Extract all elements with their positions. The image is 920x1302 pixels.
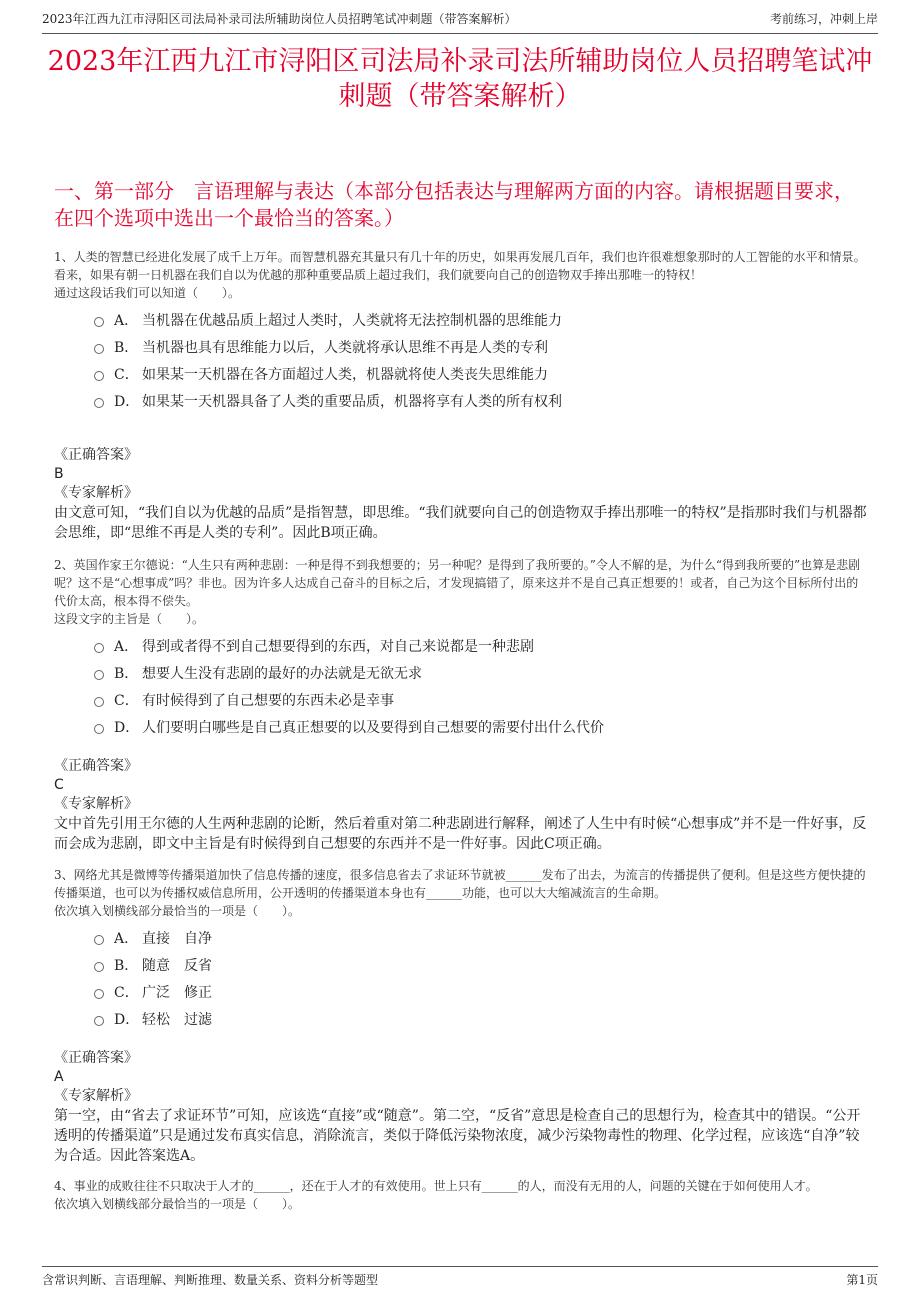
option-text: 当机器在优越品质上超过人类时，人类就将无法控制机器的思维能力: [142, 312, 562, 329]
analysis-text: 第一空，由“省去了求证环节”可知，应该选“直接”或“随意”。第二空，“反省”意思是检查自己的思想行为，检查其中的错误。“公开透明的传播渠道”只是通过发布真实信息，消除流言，类似于降低污染物浓度，减少污染物毒性的物理、化学过程，应该选“自净”较为合适。因此答案选A。: [54, 1108, 861, 1164]
option-text: 有时候得到了自己想要的东西未必是幸事: [142, 692, 394, 709]
question-2: [54, 556, 868, 740]
question-stem: 4、事业的成败往往不只取决于人才的______，还在于人才的有效使用。世上只有______的人，而没有无用的人，问题的关键在于如何使用人才。: [54, 1179, 818, 1193]
analysis-label: 《专家解析》: [54, 485, 138, 501]
option-d[interactable]: [94, 1005, 868, 1032]
radio-icon[interactable]: [94, 935, 104, 945]
radio-icon[interactable]: [94, 724, 104, 734]
radio-icon[interactable]: [94, 398, 104, 408]
option-letter: D．: [114, 719, 140, 736]
page-number: [846, 1271, 878, 1291]
answer-label: 《正确答案》: [54, 447, 138, 463]
answer-value: C: [54, 777, 64, 793]
option-text: 如果某一天机器在各方面超过人类，机器就将使人类丧失思维能力: [142, 366, 548, 383]
question-stem: 2、英国作家王尔德说：“人生只有两种悲剧：一种是得不到我想要的；另一种呢？是得到了我所要的。”令人不解的是，为什么“得到我所要的”也算是悲剧呢？这不是“心想事成”吗？非也。因为许多人达成自己奋斗的目标之后，才发现搞错了，原来这并不是自己真正想要的！或者，自己为这个目标所付出的代价太高，根本得不偿失。: [54, 558, 861, 608]
footer-topics: 含常识判断、言语理解、判断推理、数量关系、资料分析等题型: [42, 1273, 379, 1287]
option-letter: B．: [114, 957, 139, 974]
analysis-label: 《专家解析》: [54, 796, 138, 812]
question-prompt: 这段文字的主旨是（ ）。: [54, 612, 205, 626]
option-letter: A．: [114, 638, 139, 655]
question-stem: 3、网络尤其是微博等传播渠道加快了信息传播的速度，很多信息省去了求证环节就被______发布了出去，为流言的传播提供了便利。但是这些方便快捷的传播渠道，也可以为传播权威信息所用，公开透明的传播渠道本身也有______功能，也可以大大缩减流言的生命期。: [54, 868, 866, 900]
option-text: 如果某一天机器具备了人类的重要品质，机器将享有人类的所有权利: [142, 393, 562, 410]
answer-label: 《正确答案》: [54, 758, 138, 774]
question-1: [54, 248, 868, 414]
radio-icon[interactable]: [94, 989, 104, 999]
radio-icon[interactable]: [94, 317, 104, 327]
answer-label: 《正确答案》: [54, 1050, 138, 1066]
radio-icon[interactable]: [94, 643, 104, 653]
radio-icon[interactable]: [94, 670, 104, 680]
answer-value: B: [54, 466, 64, 482]
page-footer: [42, 1266, 878, 1291]
option-b[interactable]: [94, 659, 868, 686]
option-d[interactable]: [94, 713, 868, 740]
page-header: [42, 11, 878, 34]
page-suffix: 页: [865, 1273, 878, 1287]
option-text: 人们要明白哪些是自己真正想要的以及要得到自己想要的需要付出什么代价: [142, 719, 604, 736]
question-prompt: 通过这段话我们可以知道（ ）。: [54, 286, 241, 300]
option-a[interactable]: [94, 306, 868, 333]
radio-icon[interactable]: [94, 371, 104, 381]
option-c[interactable]: [94, 686, 868, 713]
option-letter: B．: [114, 339, 139, 356]
question-prompt: 依次填入划横线部分最恰当的一项是（ ）。: [54, 1197, 301, 1211]
header-doc-title: 2023年江西九江市浔阳区司法局补录司法所辅助岗位人员招聘笔试冲刺题（带答案解析）: [42, 12, 517, 26]
option-text: 广泛 修正: [142, 984, 212, 1001]
header-slogan: 考前练习，冲刺上岸: [769, 12, 878, 26]
question-prompt: 依次填入划横线部分最恰当的一项是（ ）。: [54, 904, 301, 918]
option-text: 随意 反省: [142, 957, 212, 974]
radio-icon[interactable]: [94, 344, 104, 354]
option-text: 直接 自净: [142, 930, 212, 947]
question-4: [54, 1177, 868, 1213]
option-letter: A．: [114, 312, 139, 329]
option-b[interactable]: [94, 951, 868, 978]
option-letter: C．: [114, 984, 139, 1001]
section-heading: 一、第一部分 言语理解与表达（本部分包括表达与理解两方面的内容。请根据题目要求，在四个选项中选出一个最恰当的答案。）: [54, 179, 854, 230]
options-list: [54, 924, 868, 1032]
options-list: [54, 306, 868, 414]
option-letter: D．: [114, 393, 140, 410]
radio-icon[interactable]: [94, 1016, 104, 1026]
options-list: [54, 632, 868, 740]
document-title: 2023年江西九江市浔阳区司法局补录司法所辅助岗位人员招聘笔试冲刺题（带答案解析）: [47, 46, 873, 112]
page-num: 1: [858, 1273, 866, 1287]
analysis-text: 由文意可知，“我们自以为优越的品质”是指智慧，即思维。“我们就要向自己的创造物双手捧出那唯一的特权”是指那时我们与机器都会思维，即“思维不再是人类的专利”。因此B项正确。: [54, 505, 867, 541]
radio-icon[interactable]: [94, 697, 104, 707]
option-letter: D．: [114, 1011, 140, 1028]
option-a[interactable]: [94, 924, 868, 951]
option-b[interactable]: [94, 333, 868, 360]
radio-icon[interactable]: [94, 962, 104, 972]
option-text: 轻松 过滤: [142, 1011, 212, 1028]
question-3: [54, 866, 868, 1032]
option-a[interactable]: [94, 632, 868, 659]
option-letter: B．: [114, 665, 139, 682]
answer-block-3: [54, 1049, 868, 1166]
option-text: 当机器也具有思维能力以后，人类就将承认思维不再是人类的专利: [142, 339, 548, 356]
option-d[interactable]: [94, 387, 868, 414]
question-stem: 1、人类的智慧已经进化发展了成千上万年。而智慧机器充其量只有几十年的历史，如果再发展几百年，我们也许很难想象那时的人工智能的水平和情景。看来，如果有朝一日机器在我们自以为优越的那种重要品质上超过我们，我们就要向自己的创造物双手捧出那唯一的特权！: [54, 250, 866, 282]
option-text: 想要人生没有悲剧的最好的办法就是无欲无求: [142, 665, 422, 682]
option-c[interactable]: [94, 360, 868, 387]
option-letter: A．: [114, 930, 139, 947]
option-letter: C．: [114, 692, 139, 709]
answer-block-1: [54, 446, 868, 543]
answer-value: A: [54, 1069, 64, 1085]
option-letter: C．: [114, 366, 139, 383]
analysis-label: 《专家解析》: [54, 1088, 138, 1104]
analysis-text: 文中首先引用王尔德的人生两种悲剧的论断，然后着重对第二种悲剧进行解释，阐述了人生中有时候“心想事成”并不是一件好事，反而会成为悲剧，即文中主旨是有时候得到自己想要的东西并不是一件好事。因此C项正确。: [54, 816, 867, 852]
answer-block-2: [54, 757, 868, 854]
option-text: 得到或者得不到自己想要得到的东西，对自己来说都是一种悲剧: [142, 638, 534, 655]
option-c[interactable]: [94, 978, 868, 1005]
page-prefix: 第: [846, 1273, 859, 1287]
